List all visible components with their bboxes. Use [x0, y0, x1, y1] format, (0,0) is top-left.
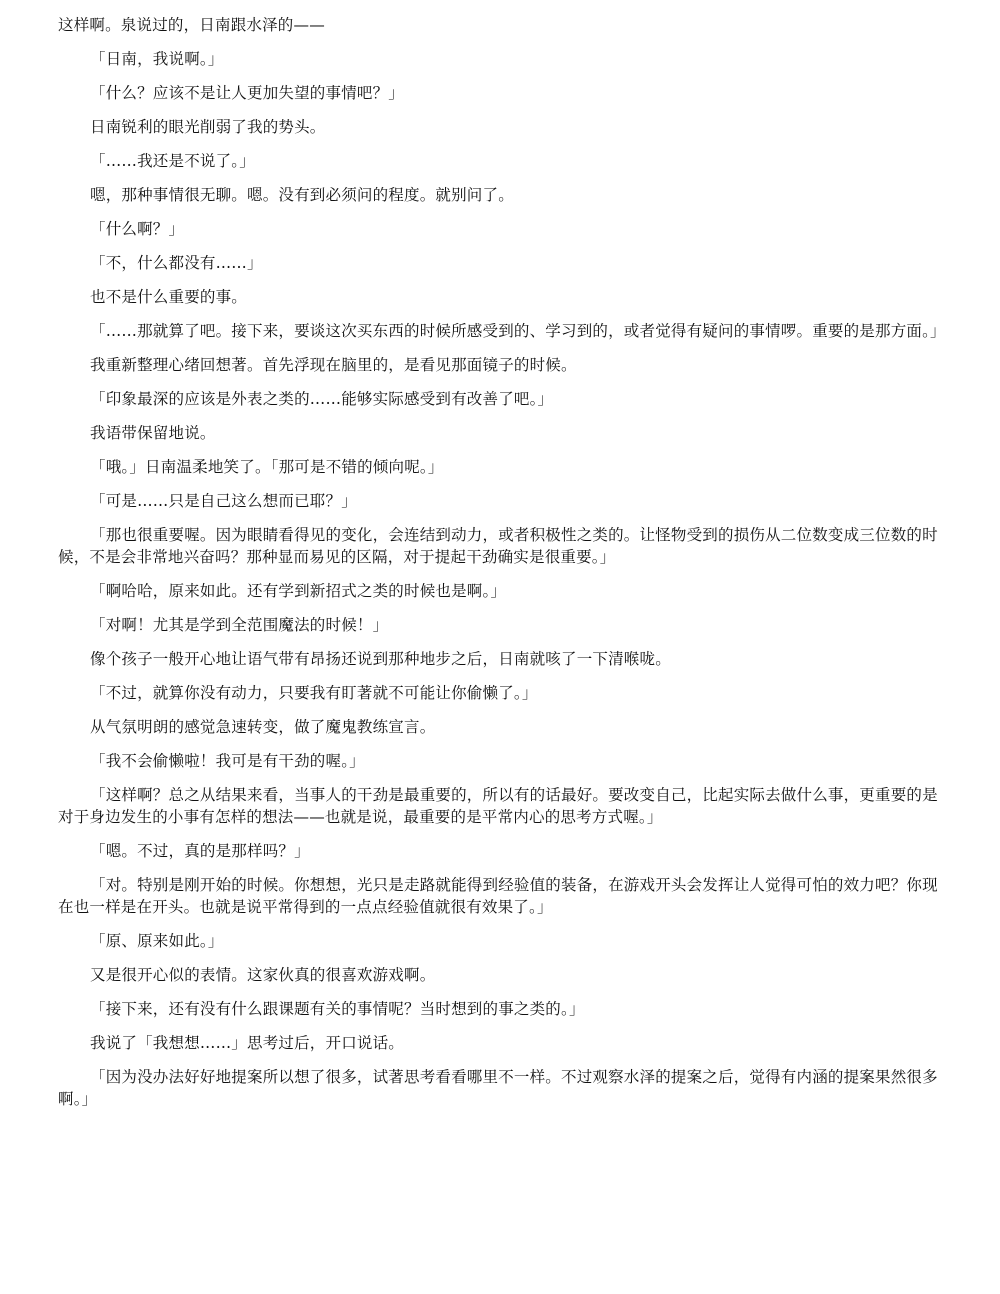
paragraph: 像个孩子一般开心地让语气带有昂扬还说到那种地步之后，日南就咳了一下清喉咙。	[90, 650, 671, 668]
paragraph: 「对。特别是刚开始的时候。你想想，光只是走路就能得到经验值的装备，在游戏开头会发挥让人觉得可怕的效力吧？你现在也一样是在开头。也就是说平常得到的一点点经验值就很有效果了。」	[58, 876, 938, 916]
paragraph: 「这样啊？总之从结果来看，当事人的干劲是最重要的，所以有的话最好。要改变自己，比起实际去做什么事，更重要的是对于身边发生的小事有怎样的想法——也就是说，最重要的是平常内心的思考方式喔。」	[58, 786, 938, 826]
paragraph: 「我不会偷懒啦！我可是有干劲的喔。」	[90, 752, 365, 770]
paragraph: 这样啊。泉说过的，日南跟水泽的——	[58, 16, 325, 34]
paragraph: 「……我还是不说了。」	[90, 152, 255, 170]
paragraph: 「印象最深的应该是外表之类的……能够实际感受到有改善了吧。」	[90, 390, 554, 408]
paragraph: 「哦。」日南温柔地笑了。「那可是不错的倾向呢。」	[90, 458, 444, 476]
paragraph: 「原、原来如此。」	[90, 932, 224, 950]
paragraph: 「不，什么都没有……」	[90, 254, 263, 272]
paragraph: 我重新整理心绪回想著。首先浮现在脑里的，是看见那面镜子的时候。	[90, 356, 577, 374]
paragraph: 「不过，就算你没有动力，只要我有盯著就不可能让你偷懒了。」	[90, 684, 538, 702]
paragraph: 又是很开心似的表情。这家伙真的很喜欢游戏啊。	[90, 966, 436, 984]
paragraph: 「嗯。不过，真的是那样吗？」	[90, 842, 310, 860]
paragraph: 「对啊！尤其是学到全范围魔法的时候！」	[90, 616, 389, 634]
paragraph: 「啊哈哈，原来如此。还有学到新招式之类的时候也是啊。」	[90, 582, 507, 600]
paragraph: 从气氛明朗的感觉急速转变，做了魔鬼教练宣言。	[90, 718, 436, 736]
paragraph: 我说了「我想想……」思考过后，开口说话。	[90, 1034, 405, 1052]
paragraph: 「什么？应该不是让人更加失望的事情吧？」	[90, 84, 405, 102]
paragraph: 我语带保留地说。	[90, 424, 216, 442]
paragraph: 「可是……只是自己这么想而已耶？」	[90, 492, 357, 510]
paragraph: 「日南，我说啊。」	[90, 50, 224, 68]
paragraph: 「……那就算了吧。接下来，要谈这次买东西的时候所感受到的、学习到的，或者觉得有疑问的事情啰。重要的是那方面。」	[90, 322, 946, 340]
paragraph: 也不是什么重要的事。	[90, 288, 248, 306]
paragraph: 「那也很重要喔。因为眼睛看得见的变化，会连结到动力，或者积极性之类的。让怪物受到的损伤从二位数变成三位数的时候，不是会非常地兴奋吗？那种显而易见的区隔，对于提起干劲确实是很重要。」	[58, 526, 938, 566]
paragraph: 日南锐利的眼光削弱了我的势头。	[90, 118, 326, 136]
paragraph: 「接下来，还有没有什么跟课题有关的事情呢？当时想到的事之类的。」	[90, 1000, 585, 1018]
paragraph: 嗯，那种事情很无聊。嗯。没有到必须问的程度。就别问了。	[90, 186, 514, 204]
paragraph: 「什么啊？」	[90, 220, 185, 238]
paragraph: 「因为没办法好好地提案所以想了很多，试著思考看看哪里不一样。不过观察水泽的提案之后，觉得有内涵的提案果然很多啊。」	[58, 1068, 938, 1108]
